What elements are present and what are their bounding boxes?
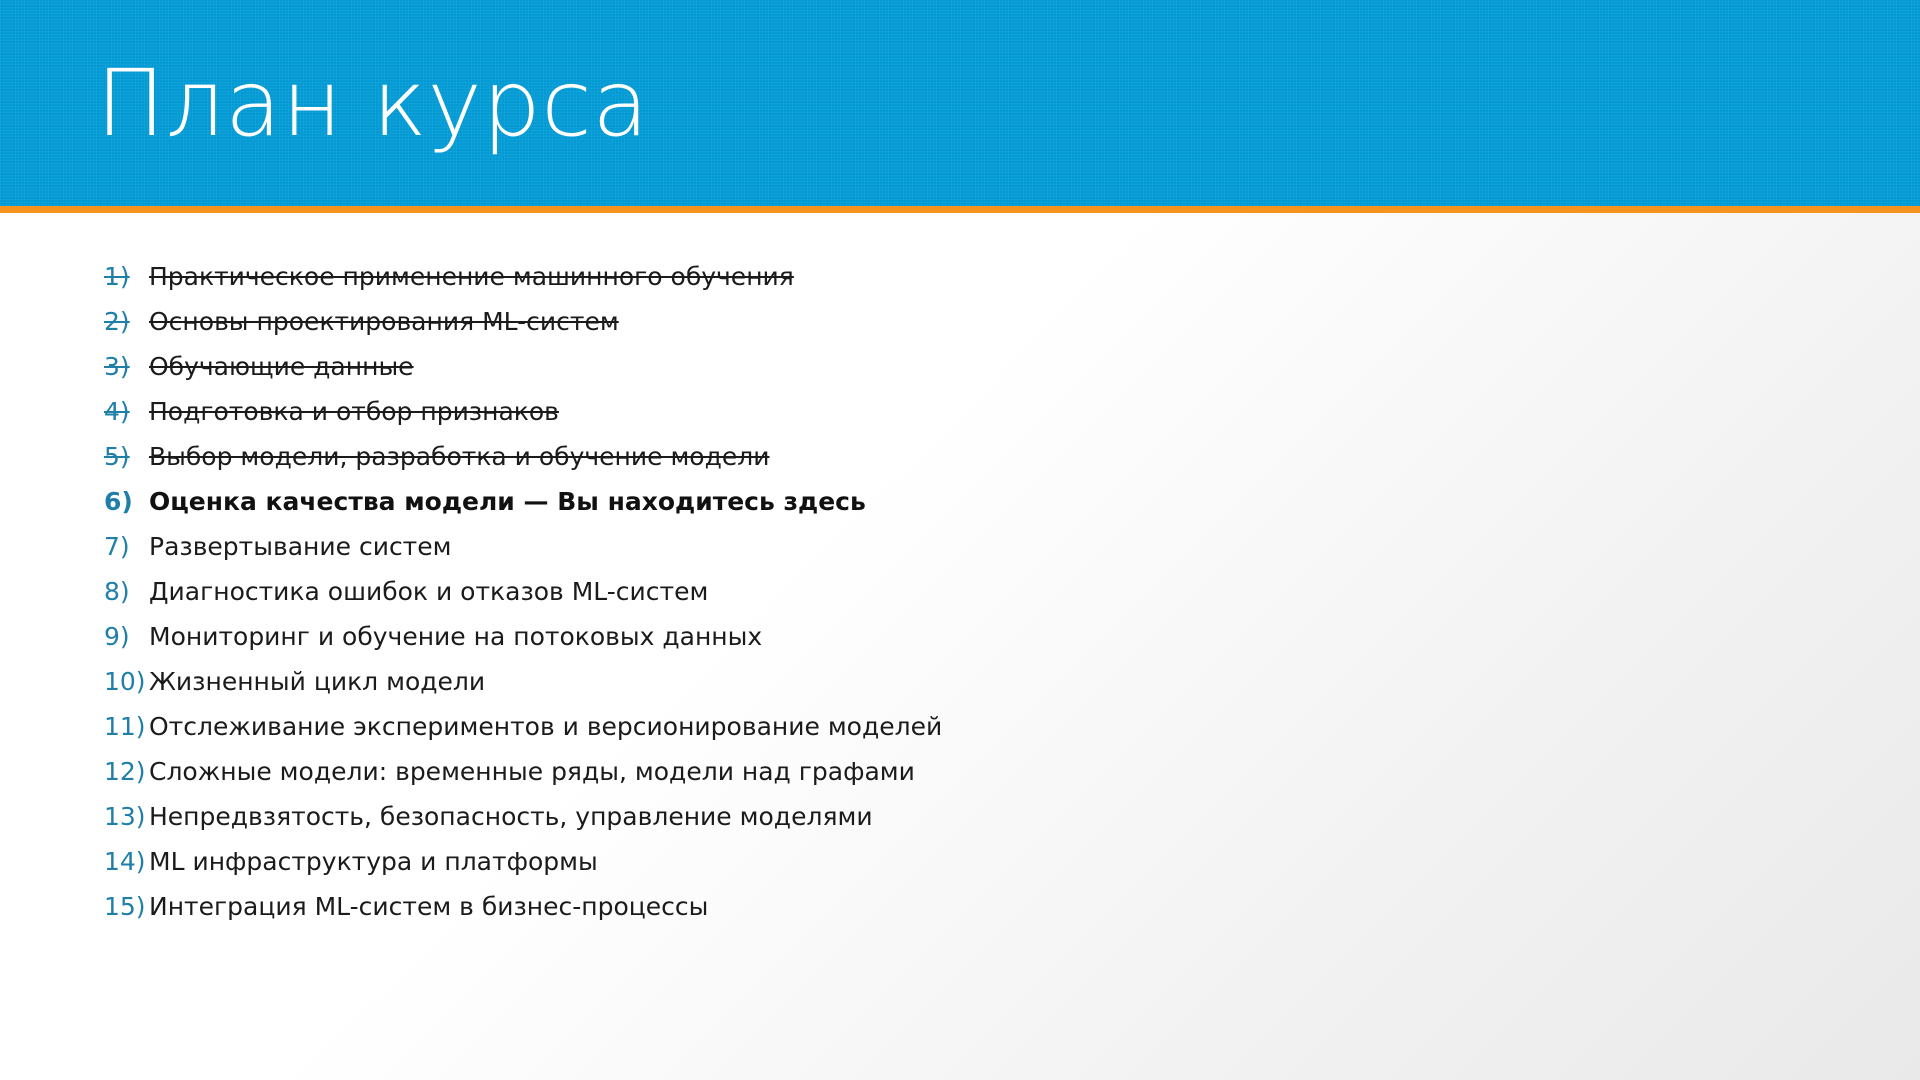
list-item-number: 12)	[104, 757, 146, 786]
list-item-label: Сложные модели: временные ряды, модели над графами	[149, 757, 915, 786]
list-item-number: 3)	[104, 352, 130, 381]
list-item	[104, 352, 1804, 397]
list-item-number: 10)	[104, 667, 146, 696]
list-item	[104, 847, 1804, 892]
list-item-number: 2)	[104, 307, 130, 336]
list-item-label: ML инфраструктура и платформы	[149, 847, 598, 876]
list-item-number: 7)	[104, 532, 130, 561]
list-item	[104, 667, 1804, 712]
list-item-label: Непредвзятость, безопасность, управление моделями	[149, 802, 873, 831]
list-item	[104, 802, 1804, 847]
list-item-number: 6)	[104, 487, 133, 516]
list-item	[104, 442, 1804, 487]
list-item-label: Оценка качества модели — Вы находитесь здесь	[149, 487, 866, 516]
list-item	[104, 892, 1804, 937]
list-item	[104, 307, 1804, 352]
list-item-number: 15)	[104, 892, 146, 921]
list-item	[104, 577, 1804, 622]
list-item-number: 13)	[104, 802, 146, 831]
list-item-number: 5)	[104, 442, 130, 471]
list-item-number: 1)	[104, 262, 130, 291]
list-item	[104, 262, 1804, 307]
list-item-label: Практическое применение машинного обучения	[149, 262, 794, 291]
page-title: План курса	[96, 50, 650, 157]
list-item-number: 9)	[104, 622, 130, 651]
list-item	[104, 622, 1804, 667]
list-item-label: Развертывание систем	[149, 532, 452, 561]
list-item-label: Основы проектирования ML-систем	[149, 307, 619, 336]
list-item-number: 11)	[104, 712, 146, 741]
list-item-label: Мониторинг и обучение на потоковых данных	[149, 622, 763, 651]
list-item-label: Выбор модели, разработка и обучение модели	[149, 442, 770, 471]
list-item-label: Жизненный цикл модели	[149, 667, 486, 696]
list-item-label: Отслеживание экспериментов и версионирование моделей	[149, 712, 943, 741]
list-item-label: Интеграция ML-систем в бизнес-процессы	[149, 892, 709, 921]
list-item	[104, 487, 1804, 532]
list-item	[104, 532, 1804, 577]
list-item-label: Обучающие данные	[149, 352, 414, 381]
list-item	[104, 712, 1804, 757]
list-item	[104, 397, 1804, 442]
header-accent-rule	[0, 206, 1920, 213]
list-item-number: 4)	[104, 397, 130, 426]
list-item-label: Подготовка и отбор признаков	[149, 397, 559, 426]
course-plan-list	[104, 262, 1804, 937]
list-item-number: 8)	[104, 577, 130, 606]
list-item-label: Диагностика ошибок и отказов ML-систем	[149, 577, 709, 606]
list-item-number: 14)	[104, 847, 146, 876]
list-item	[104, 757, 1804, 802]
